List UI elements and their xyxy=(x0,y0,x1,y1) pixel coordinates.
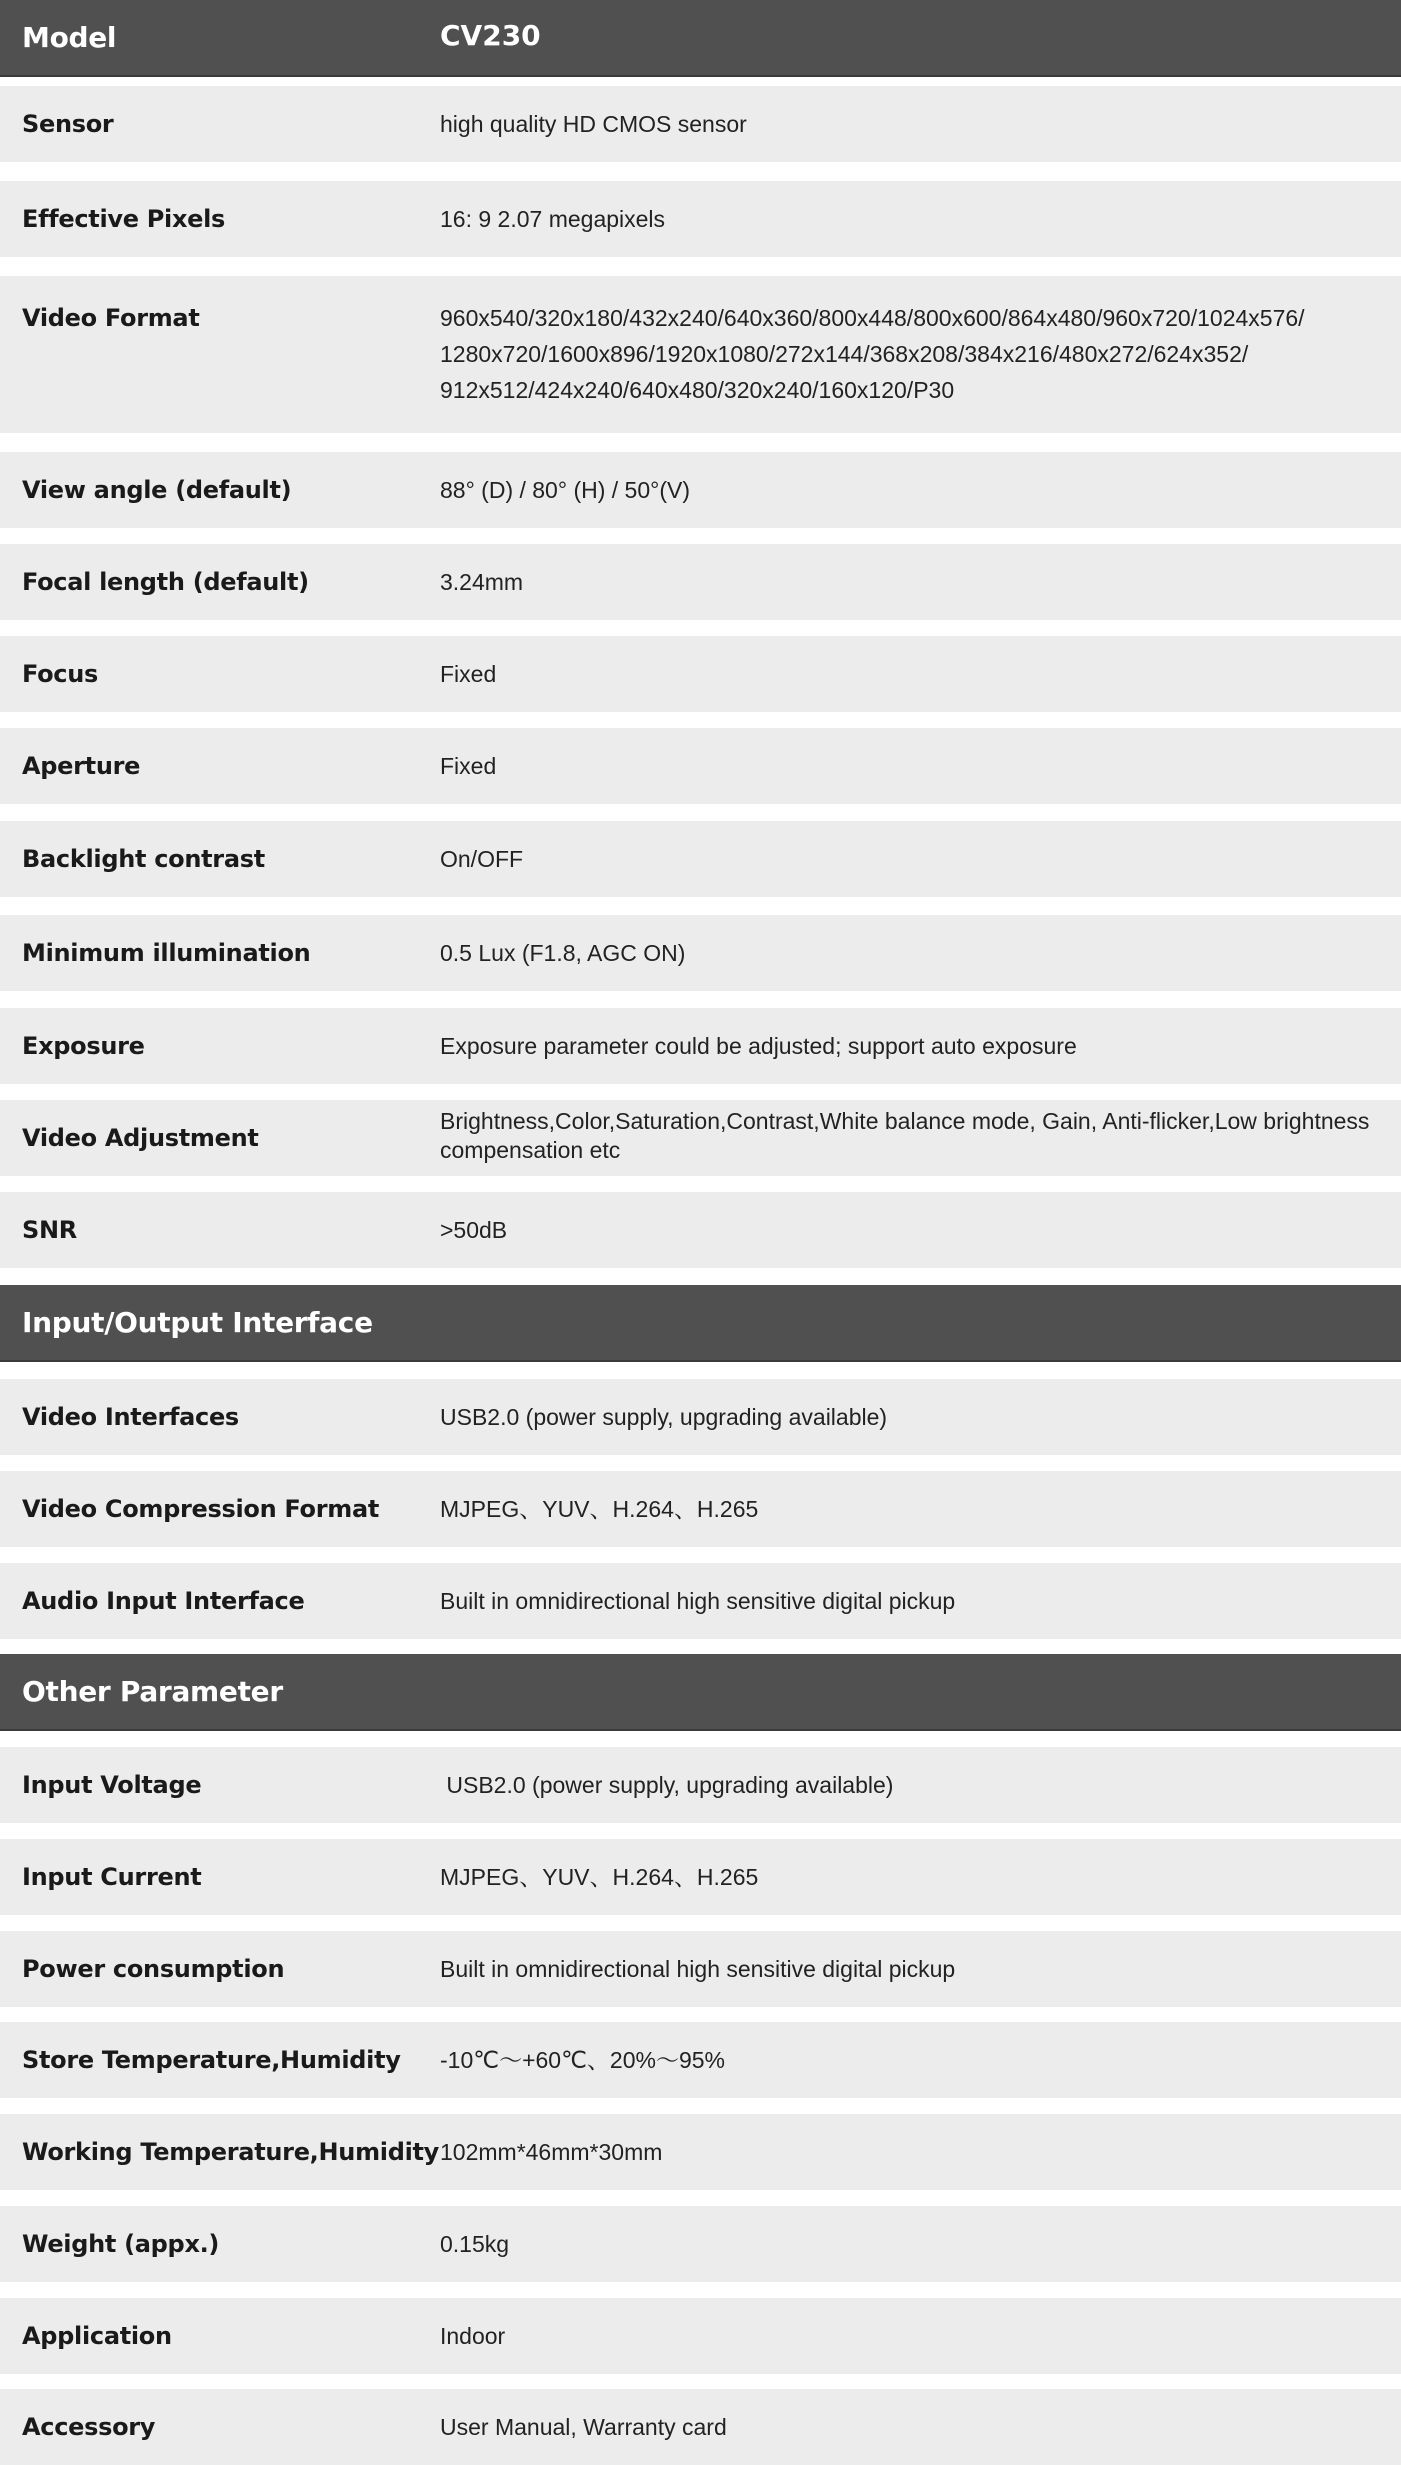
spec-value: 16: 9 2.07 megapixels xyxy=(440,206,666,232)
spec-label: Weight (appx.) xyxy=(22,2230,220,2258)
spec-row-sensor xyxy=(0,86,1401,162)
section-header-other xyxy=(0,1654,1401,1731)
spec-value: MJPEG、YUV、H.264、H.265 xyxy=(440,1864,759,1890)
spec-label: Audio Input Interface xyxy=(22,1587,305,1615)
spec-label: View angle (default) xyxy=(22,476,292,504)
spec-header-row xyxy=(0,0,1401,77)
spec-value: 3.24mm xyxy=(440,569,524,595)
spec-row-video-interfaces xyxy=(0,1379,1401,1455)
spec-label: SNR xyxy=(22,1216,77,1244)
spec-label: Video Compression Format xyxy=(22,1495,380,1523)
spec-row-exposure xyxy=(0,1008,1401,1084)
spec-label: Working Temperature,Humidity xyxy=(22,2138,440,2166)
spec-row-power-consumption xyxy=(0,1931,1401,2007)
section-header-io xyxy=(0,1285,1401,1362)
spec-label: Video Format xyxy=(22,304,200,332)
spec-value: Brightness,Color,Saturation,Contrast,White balance mode, Gain, Anti-flicker,Low brightness compensation etc xyxy=(440,1108,1370,1163)
model-label: Model xyxy=(22,21,117,54)
spec-value: Built in omnidirectional high sensitive digital pickup xyxy=(440,1956,956,1982)
spec-value: USB2.0 (power supply, upgrading available) xyxy=(440,1772,894,1798)
spec-row-video-adjustment xyxy=(0,1100,1401,1176)
spec-value: Exposure parameter could be adjusted; support auto exposure xyxy=(440,1033,1077,1059)
spec-label: Accessory xyxy=(22,2413,156,2441)
spec-row-minimum-illumination xyxy=(0,915,1401,991)
spec-label: Input Voltage xyxy=(22,1771,202,1799)
spec-value: USB2.0 (power supply, upgrading available) xyxy=(440,1404,888,1430)
spec-row-backlight-contrast xyxy=(0,821,1401,897)
spec-row-working-temperature-humidity xyxy=(0,2114,1401,2190)
spec-label: Video Adjustment xyxy=(22,1124,259,1152)
spec-row-view-angle xyxy=(0,452,1401,528)
spec-row-weight xyxy=(0,2206,1401,2282)
spec-value: Fixed xyxy=(440,753,497,779)
spec-row-input-current xyxy=(0,1839,1401,1915)
spec-label: Focus xyxy=(22,660,99,688)
spec-row-aperture xyxy=(0,728,1401,804)
spec-value: 102mm*46mm*30mm xyxy=(440,2139,663,2165)
spec-value: -10℃～+60℃、20%～95% xyxy=(440,2047,725,2073)
spec-value: On/OFF xyxy=(440,846,524,872)
spec-row-snr xyxy=(0,1192,1401,1268)
spec-value: 88° (D) / 80° (H) / 50°(V) xyxy=(440,477,690,503)
spec-value: Built in omnidirectional high sensitive digital pickup xyxy=(440,1588,956,1614)
spec-label: Focal length (default) xyxy=(22,568,309,596)
spec-label: Sensor xyxy=(22,110,114,138)
section-title: Other Parameter xyxy=(22,1675,283,1708)
spec-label: Minimum illumination xyxy=(22,939,311,967)
spec-value: high quality HD CMOS sensor xyxy=(440,111,747,137)
section-title: Input/Output Interface xyxy=(22,1306,373,1339)
spec-row-focal-length xyxy=(0,544,1401,620)
spec-label: Backlight contrast xyxy=(22,845,265,873)
spec-value: User Manual, Warranty card xyxy=(440,2414,727,2440)
spec-row-video-compression-format xyxy=(0,1471,1401,1547)
spec-row-accessory xyxy=(0,2389,1401,2465)
spec-row-application xyxy=(0,2298,1401,2374)
spec-value: >50dB xyxy=(440,1217,508,1243)
spec-label: Video Interfaces xyxy=(22,1403,239,1431)
spec-value: Indoor xyxy=(440,2323,506,2349)
spec-value: MJPEG、YUV、H.264、H.265 xyxy=(440,1496,759,1522)
spec-value: 960x540/320x180/432x240/640x360/800x448/800x600/864x480/960x720/1024x576/ 1280x720/1600x896/1920x1080/272x144/368x208/384x216/480x272/624x352/ 912x512/424x240/640x480/320x240/160x120/P30 xyxy=(440,305,1305,403)
spec-label: Power consumption xyxy=(22,1955,285,1983)
model-value: CV230 xyxy=(440,19,541,52)
spec-row-video-format xyxy=(0,276,1401,433)
spec-value: Fixed xyxy=(440,661,497,687)
spec-row-effective-pixels xyxy=(0,181,1401,257)
spec-row-focus xyxy=(0,636,1401,712)
spec-row-audio-input-interface xyxy=(0,1563,1401,1639)
spec-row-store-temperature-humidity xyxy=(0,2022,1401,2098)
spec-label: Input Current xyxy=(22,1863,202,1891)
spec-label: Exposure xyxy=(22,1032,145,1060)
spec-value: 0.15kg xyxy=(440,2231,510,2257)
spec-label: Application xyxy=(22,2322,172,2350)
spec-value: 0.5 Lux (F1.8, AGC ON) xyxy=(440,940,686,966)
spec-row-input-voltage xyxy=(0,1747,1401,1823)
spec-label: Aperture xyxy=(22,752,141,780)
spec-label: Effective Pixels xyxy=(22,205,226,233)
spec-label: Store Temperature,Humidity xyxy=(22,2046,401,2074)
